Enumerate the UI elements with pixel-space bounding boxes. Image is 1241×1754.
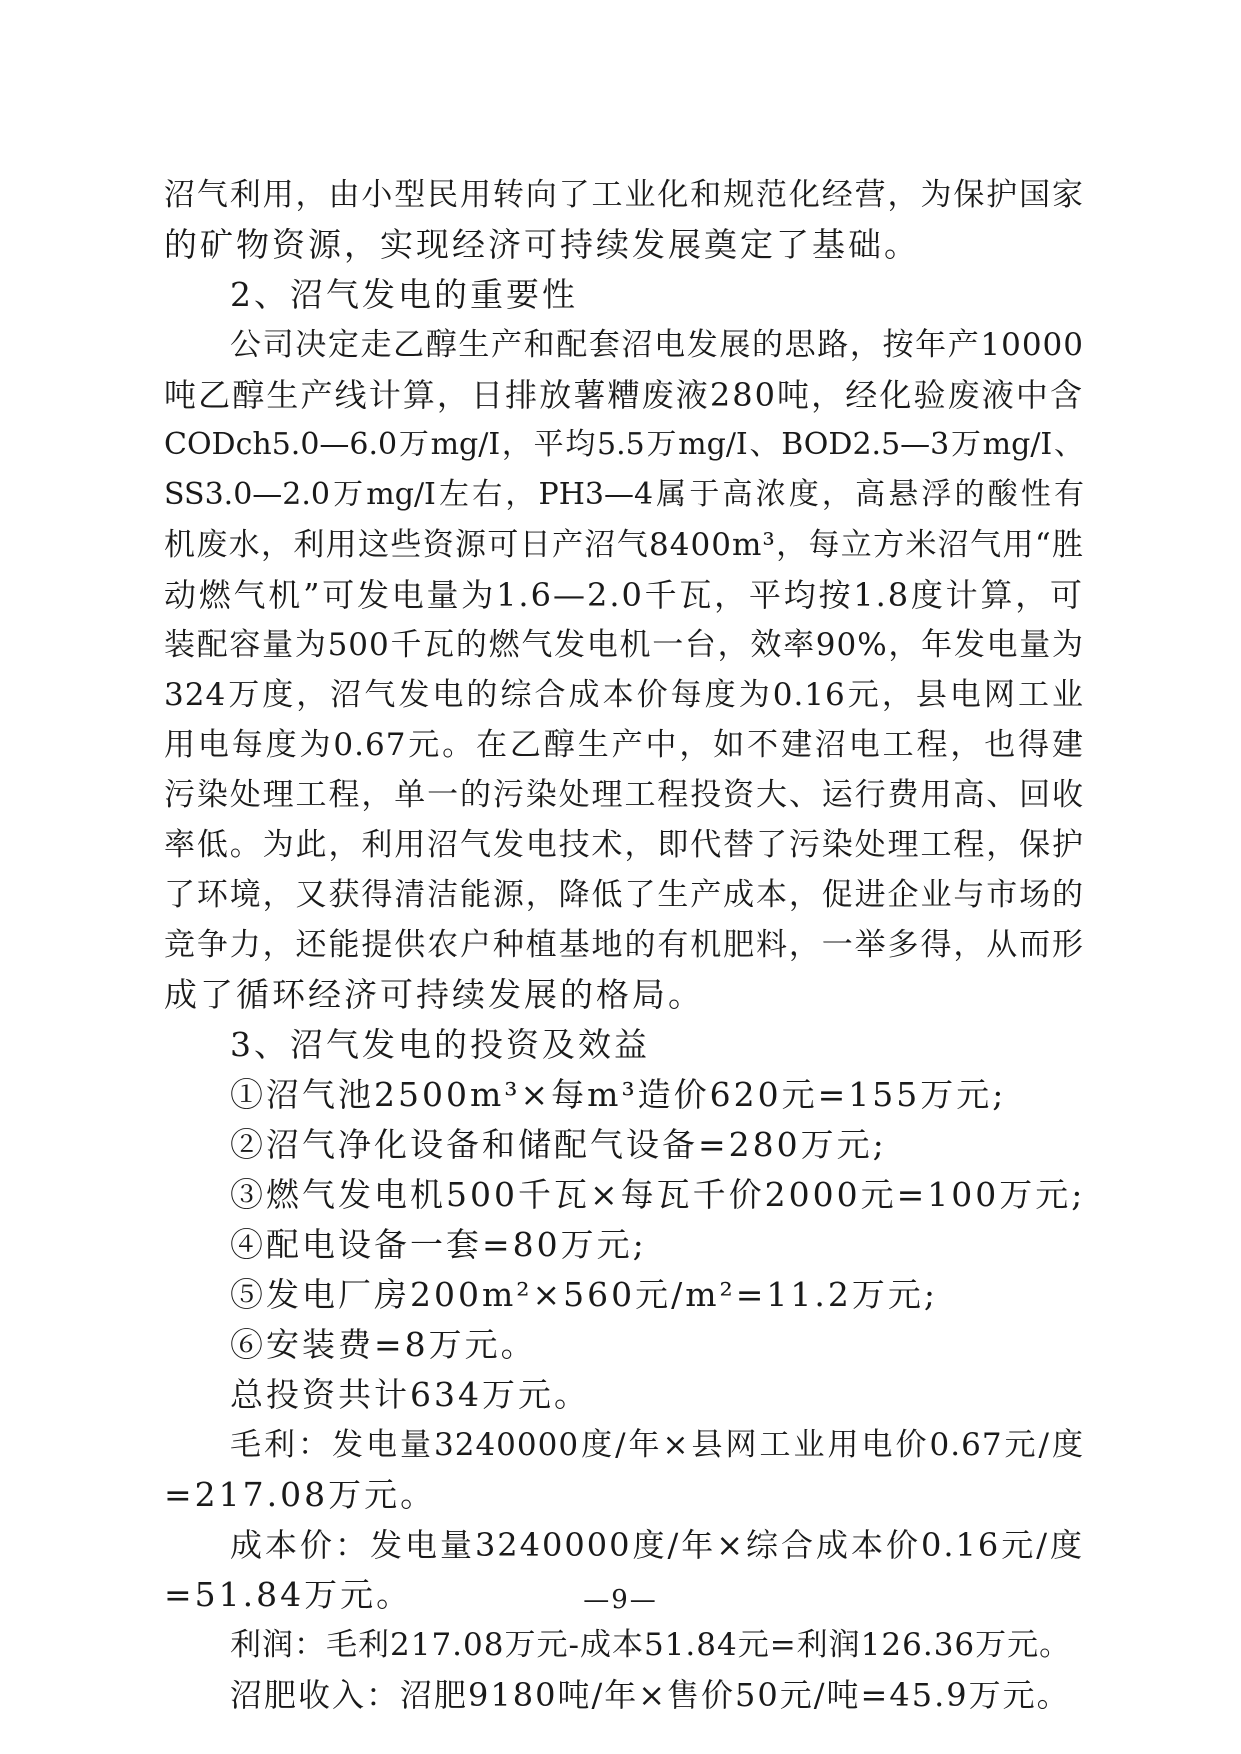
text-line: 利润：毛利217.08万元-成本51.84元=利润126.36万元。	[230, 1627, 1072, 1663]
text-line: 污染处理工程，单一的污染处理工程投资大、运行费用高、回收	[164, 777, 1084, 813]
text-line: 成本价：发电量3240000度/年×综合成本价0.16元/度	[230, 1526, 1084, 1564]
section-heading: 3、沼气发电的投资及效益	[230, 1025, 650, 1064]
text-line: 的矿物资源，实现经济可持续发展奠定了基础。	[164, 225, 920, 264]
text-line: 324万度，沼气发电的综合成本价每度为0.16元，县电网工业	[164, 677, 1084, 713]
list-item: ⑥安装费=8万元。	[230, 1325, 537, 1364]
page-number: —9—	[583, 1585, 658, 1615]
text-line: 机废水，利用这些资源可日产沼气8400m³，每立方米沼气用“胜	[164, 527, 1084, 563]
text-line: =51.84万元。	[164, 1575, 413, 1614]
text-line: CODch5.0—6.0万mg/I，平均5.5万mg/I、BOD2.5—3万mg/I、	[164, 427, 1084, 462]
list-item: ③燃气发电机500千瓦×每瓦千价2000元=100万元;	[230, 1175, 1086, 1214]
text-line: SS3.0—2.0万mg/I左右，PH3—4属于高浓度，高悬浮的酸性有	[164, 477, 1084, 512]
list-item: ④配电设备一套=80万元;	[230, 1225, 647, 1264]
text-line: =217.08万元。	[164, 1475, 437, 1514]
text-line: 装配容量为500千瓦的燃气发电机一台，效率90%，年发电量为	[164, 627, 1084, 663]
section-heading: 2、沼气发电的重要性	[230, 275, 578, 314]
list-item: ①沼气池2500m³×每m³造价620元=155万元;	[230, 1075, 1007, 1114]
text-line: 吨乙醇生产线计算，日排放薯糟废液280吨，经化验废液中含	[164, 376, 1084, 414]
list-item: ⑤发电厂房200m²×560元/m²=11.2万元;	[230, 1275, 939, 1314]
text-line: 成了循环经济可持续发展的格局。	[164, 975, 704, 1014]
list-item: ②沼气净化设备和储配气设备=280万元;	[230, 1125, 887, 1164]
text-line: 用电每度为0.67元。在乙醇生产中，如不建沼电工程，也得建	[164, 727, 1084, 763]
text-line: 率低。为此，利用沼气发电技术，即代替了污染处理工程，保护	[164, 827, 1084, 863]
text-line: 公司决定走乙醇生产和配套沼电发展的思路，按年产10000	[230, 327, 1084, 363]
text-line: 了环境，又获得清洁能源，降低了生产成本，促进企业与市场的	[164, 877, 1084, 913]
text-line: 总投资共计634万元。	[230, 1375, 590, 1414]
text-line: 毛利：发电量3240000度/年×县网工业用电价0.67元/度	[230, 1427, 1084, 1463]
text-line: 竞争力，还能提供农户种植基地的有机肥料，一举多得，从而形	[164, 927, 1084, 963]
text-line: 动燃气机”可发电量为1.6—2.0千瓦，平均按1.8度计算，可	[164, 576, 1084, 614]
text-line: 沼气利用，由小型民用转向了工业化和规范化经营，为保护国家	[164, 177, 1084, 213]
document-body	[164, 170, 1084, 1720]
text-line: 沼肥收入：沼肥9180吨/年×售价50元/吨=45.9万元。	[230, 1676, 1071, 1714]
